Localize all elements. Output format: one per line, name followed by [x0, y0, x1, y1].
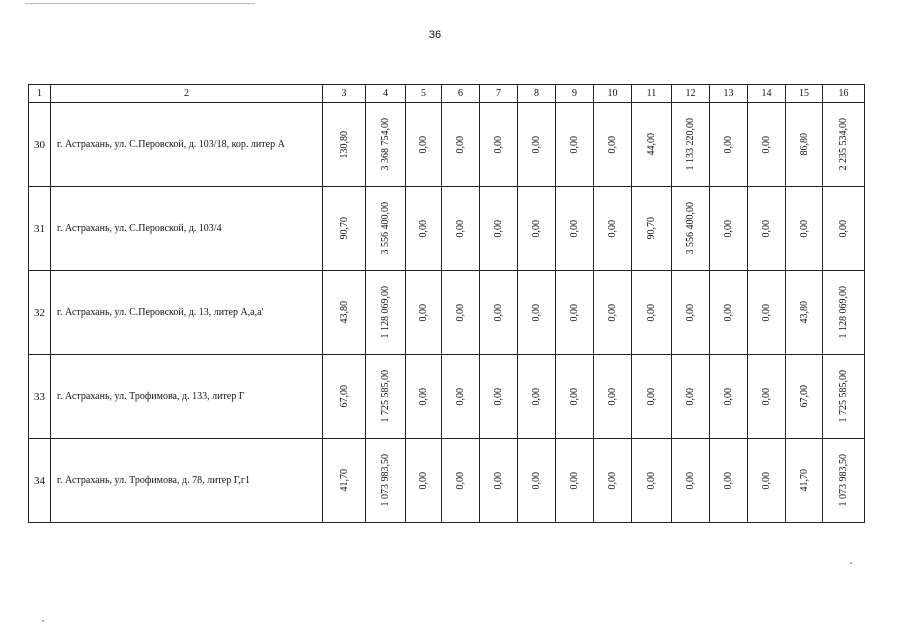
value-text: 0,00	[418, 135, 429, 154]
value-cell	[786, 103, 823, 187]
address-cell: г. Астрахань, ул. С.Перовской, д. 13, литер А,а,а'	[51, 271, 323, 355]
value-cell	[710, 271, 748, 355]
value-text: 1 128 069,00	[838, 286, 849, 339]
value-text: 0,00	[531, 387, 542, 406]
value-cell	[518, 187, 556, 271]
value-cell	[786, 271, 823, 355]
value-text: 1 073 983,50	[838, 454, 849, 507]
value-text: 3 556 400,00	[380, 202, 391, 255]
value-cell	[366, 355, 406, 439]
value-text: 0,00	[761, 387, 772, 406]
value-text: 0,00	[493, 303, 504, 322]
value-cell	[823, 355, 865, 439]
value-text: 0,00	[455, 471, 466, 490]
column-header: 6	[442, 85, 480, 103]
value-cell	[366, 439, 406, 523]
value-cell	[823, 271, 865, 355]
table-body	[29, 85, 865, 523]
value-cell	[518, 355, 556, 439]
value-cell	[672, 103, 710, 187]
value-cell	[406, 103, 442, 187]
value-text: 0,00	[607, 303, 618, 322]
row-number: 30	[29, 103, 51, 187]
address-cell: г. Астрахань, ул. Трофимова, д. 133, литер Г	[51, 355, 323, 439]
column-header: 9	[556, 85, 594, 103]
value-cell	[442, 439, 480, 523]
value-text: 1 128 069,00	[380, 286, 391, 339]
value-text: 0,00	[607, 219, 618, 238]
value-text: 0,00	[723, 303, 734, 322]
value-cell	[480, 439, 518, 523]
value-cell	[556, 103, 594, 187]
value-cell	[594, 187, 632, 271]
value-text: 0,00	[646, 471, 657, 490]
column-header: 2	[51, 85, 323, 103]
column-header: 11	[632, 85, 672, 103]
value-cell	[748, 103, 786, 187]
value-text: 0,00	[569, 471, 580, 490]
value-text: 130,80	[338, 130, 350, 159]
value-text: 0,00	[569, 303, 580, 322]
value-cell	[594, 271, 632, 355]
value-text: 0,00	[607, 387, 618, 406]
value-cell	[748, 271, 786, 355]
table-row	[29, 187, 865, 271]
row-number: 34	[29, 439, 51, 523]
value-text: 0,00	[761, 303, 772, 322]
value-cell	[710, 439, 748, 523]
value-text: 0,00	[685, 387, 696, 406]
value-text: 0,00	[455, 387, 466, 406]
value-cell	[710, 103, 748, 187]
value-text: 1 725 585,00	[380, 370, 391, 423]
value-cell	[786, 439, 823, 523]
value-cell	[556, 271, 594, 355]
value-cell	[323, 187, 366, 271]
value-text: 0,00	[798, 219, 810, 238]
value-cell	[366, 271, 406, 355]
value-cell	[480, 103, 518, 187]
value-cell	[323, 355, 366, 439]
value-text: 90,70	[338, 217, 350, 240]
address-cell: г. Астрахань, ул. Трофимова, д. 78, литер Г,г1	[51, 439, 323, 523]
value-cell	[442, 355, 480, 439]
value-cell	[672, 271, 710, 355]
value-cell	[632, 271, 672, 355]
value-text: 1 725 585,00	[838, 370, 849, 423]
value-text: 0,00	[723, 219, 734, 238]
column-header: 13	[710, 85, 748, 103]
value-cell	[748, 187, 786, 271]
column-header: 8	[518, 85, 556, 103]
value-cell	[748, 439, 786, 523]
value-text: 2 235 534,00	[838, 118, 849, 171]
value-text: 0,00	[723, 471, 734, 490]
value-text: 0,00	[761, 135, 772, 154]
value-cell	[748, 355, 786, 439]
value-cell	[323, 439, 366, 523]
table-row	[29, 355, 865, 439]
value-text: 0,00	[531, 219, 542, 238]
table-row	[29, 271, 865, 355]
value-text: 0,00	[685, 303, 696, 322]
value-cell	[406, 355, 442, 439]
value-text: 0,00	[761, 471, 772, 490]
value-text: 0,00	[531, 471, 542, 490]
value-text: 0,00	[531, 303, 542, 322]
scan-top-line	[25, 3, 255, 4]
value-text: 0,00	[569, 219, 580, 238]
value-cell	[406, 271, 442, 355]
header-row	[29, 85, 865, 103]
address-cell: г. Астрахань, ул. С.Перовской, д. 103/18, кор. литер А	[51, 103, 323, 187]
row-number: 33	[29, 355, 51, 439]
value-text: 0,00	[455, 219, 466, 238]
value-cell	[594, 439, 632, 523]
value-text: 0,00	[569, 135, 580, 154]
value-text: 0,00	[607, 135, 618, 154]
value-text: 0,00	[685, 471, 696, 490]
value-cell	[672, 439, 710, 523]
column-header: 16	[823, 85, 865, 103]
value-text: 0,00	[455, 135, 466, 154]
value-text: 0,00	[723, 135, 734, 154]
column-header: 7	[480, 85, 518, 103]
value-cell	[406, 187, 442, 271]
value-cell	[632, 355, 672, 439]
value-text: 0,00	[418, 471, 429, 490]
column-header: 4	[366, 85, 406, 103]
value-text: 0,00	[723, 387, 734, 406]
value-cell	[442, 187, 480, 271]
value-cell	[632, 187, 672, 271]
value-cell	[480, 271, 518, 355]
column-header: 10	[594, 85, 632, 103]
value-cell	[710, 355, 748, 439]
value-text: 0,00	[418, 219, 429, 238]
value-cell	[786, 187, 823, 271]
value-text: 0,00	[493, 219, 504, 238]
value-cell	[594, 103, 632, 187]
table-row	[29, 439, 865, 523]
value-text: 0,00	[607, 471, 618, 490]
value-cell	[672, 187, 710, 271]
page-number: 36	[428, 29, 442, 41]
value-cell	[442, 103, 480, 187]
value-cell	[323, 271, 366, 355]
value-text: 1 133 220,00	[685, 118, 696, 171]
value-cell	[632, 439, 672, 523]
value-cell	[823, 187, 865, 271]
value-text: 0,00	[646, 303, 657, 322]
value-text: 0,00	[455, 303, 466, 322]
value-cell	[518, 439, 556, 523]
value-cell	[406, 439, 442, 523]
value-text: 0,00	[761, 219, 772, 238]
column-header: 5	[406, 85, 442, 103]
value-text: 0,00	[531, 135, 542, 154]
value-cell	[323, 103, 366, 187]
value-text: 3 556 400,00	[685, 202, 696, 255]
address-cell: г. Астрахань, ул. С.Перовской, д. 103/4	[51, 187, 323, 271]
value-text: 41,70	[798, 469, 810, 492]
value-cell	[823, 103, 865, 187]
value-cell	[594, 355, 632, 439]
scan-speck	[850, 562, 852, 564]
value-cell	[518, 103, 556, 187]
column-header: 12	[672, 85, 710, 103]
value-cell	[480, 187, 518, 271]
value-text: 0,00	[418, 303, 429, 322]
column-header: 1	[29, 85, 51, 103]
value-text: 0,00	[646, 387, 657, 406]
value-cell	[480, 355, 518, 439]
value-cell	[672, 355, 710, 439]
value-text: 67,00	[798, 385, 810, 408]
value-cell	[556, 439, 594, 523]
column-header: 15	[786, 85, 823, 103]
value-cell	[823, 439, 865, 523]
data-table	[28, 84, 865, 523]
value-text: 43,80	[338, 301, 350, 324]
value-text: 67,00	[338, 385, 350, 408]
value-text: 0,00	[493, 135, 504, 154]
value-text: 90,70	[646, 217, 657, 240]
value-text: 1 073 983,50	[380, 454, 391, 507]
value-cell	[366, 103, 406, 187]
value-text: 41,70	[338, 469, 350, 492]
row-number: 32	[29, 271, 51, 355]
value-text: 0,00	[493, 387, 504, 406]
column-header: 14	[748, 85, 786, 103]
value-cell	[518, 271, 556, 355]
value-cell	[710, 187, 748, 271]
value-text: 0,00	[418, 387, 429, 406]
column-header: 3	[323, 85, 366, 103]
value-cell	[632, 103, 672, 187]
value-text: 43,80	[798, 301, 810, 324]
value-text: 3 368 754,00	[380, 118, 391, 171]
value-text: 0,00	[569, 387, 580, 406]
value-text: 0,00	[493, 471, 504, 490]
table-row	[29, 103, 865, 187]
row-number: 31	[29, 187, 51, 271]
value-cell	[786, 355, 823, 439]
value-cell	[556, 187, 594, 271]
value-cell	[556, 355, 594, 439]
value-text: 86,80	[798, 133, 810, 156]
value-text: 44,00	[646, 133, 657, 156]
value-text: 0,00	[838, 219, 849, 238]
value-cell	[366, 187, 406, 271]
value-cell	[442, 271, 480, 355]
scan-speck	[42, 620, 44, 622]
